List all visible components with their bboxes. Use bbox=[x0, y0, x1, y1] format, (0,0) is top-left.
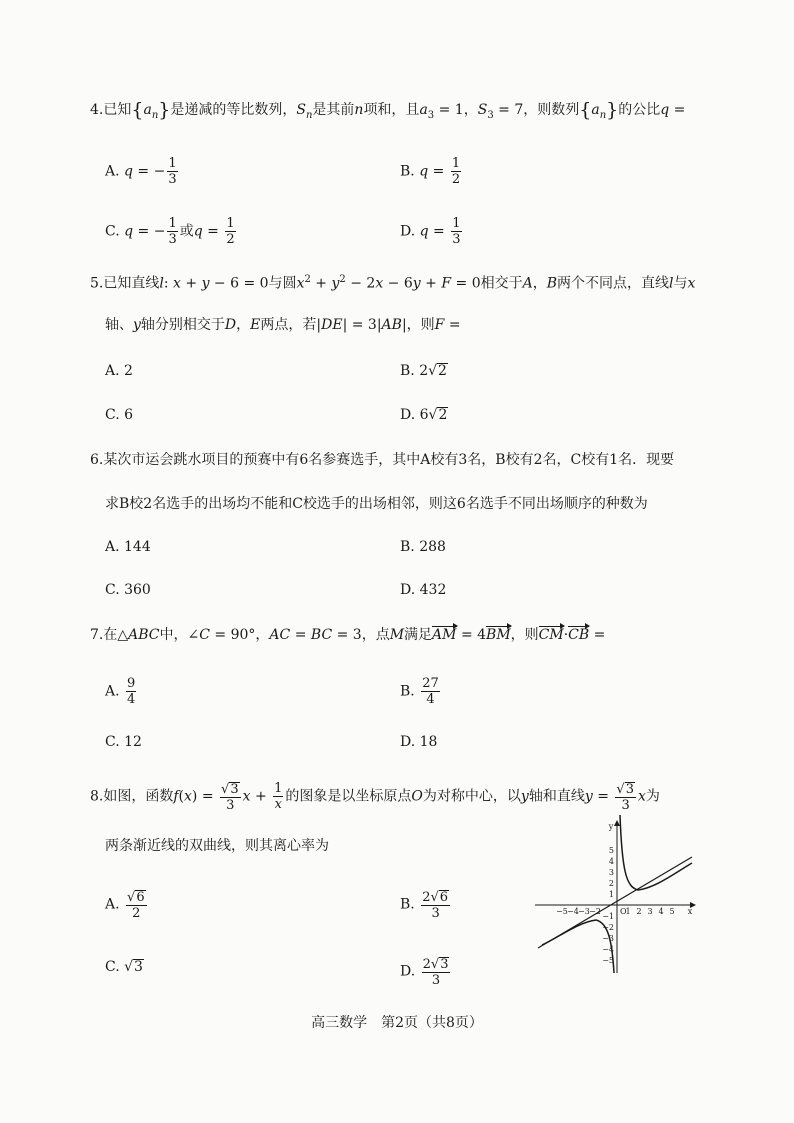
x-tick-label: 3 bbox=[647, 907, 653, 916]
q8-option-d: D. $\frac{2√3}{3}$ bbox=[400, 957, 449, 988]
q4-option-d: D. q = $\frac{1}{3}$ bbox=[400, 216, 461, 247]
question-8-line1: 8.如图，函数f(x) = $\frac{√3}{3}$ x + $\frac{1}{x}$ 的图象是以坐标原点O为对称中心，以y轴和直线y = $\frac{√3}{3}$ x为 bbox=[90, 781, 660, 813]
q5-option-a: A. 2 bbox=[105, 363, 133, 379]
page-footer: 高三数学 第2页（共8页） bbox=[311, 1015, 483, 1031]
question-4: 4.已知$\{a_n\}$是递减的等比数列，$S_n$是其前n项和，且$a_3 = 1$，$S_3 = 7$，则数列$\{a_n\}$的公比q = bbox=[90, 99, 686, 121]
q4-option-a: A. q = − $\frac{1}{3}$ bbox=[105, 156, 177, 187]
x-tick-label: 4 bbox=[658, 907, 664, 916]
x-tick-label: 5 bbox=[669, 907, 675, 916]
y-tick-label: 1 bbox=[608, 890, 614, 899]
q6-option-c: C. 360 bbox=[105, 582, 151, 598]
question-7: 7.在△ABC中，∠C = 90°，AC = BC = 3，点M满足AM = 4BM，则CM·CB = bbox=[90, 627, 606, 643]
x-axis-label: x bbox=[687, 907, 693, 916]
x-tick-label: −4 bbox=[567, 907, 579, 916]
y-tick-label: −5 bbox=[602, 956, 614, 965]
question-6-line1: 6.某次市运会跳水项目的预赛中有6名参赛选手，其中A校有3名，B校有2名，C校有1名．现要 bbox=[90, 452, 675, 468]
y-tick-label: −4 bbox=[602, 945, 614, 954]
q5-option-d: D. 6√2 bbox=[400, 407, 448, 423]
question-5-line1: 5.已知直线l: x + y − 6 = 0与圆$x^2 + y^2 - 2x - 6y + F = 0$相交于A，B两个不同点，直线l与x bbox=[90, 274, 696, 292]
q5-option-b: B. 2√2 bbox=[400, 363, 447, 379]
q6-option-b: B. 288 bbox=[400, 539, 446, 555]
q8-option-a: A. $\frac{√6}{2}$ bbox=[105, 890, 145, 921]
y-tick-label: 4 bbox=[608, 857, 614, 866]
origin-label: O bbox=[620, 907, 627, 916]
y-axis-label: y bbox=[608, 822, 614, 831]
x-tick-label: −2 bbox=[589, 907, 601, 916]
q8-option-c: C. √3 bbox=[105, 959, 143, 975]
q8-option-b: B. $\frac{2√6}{3}$ bbox=[400, 890, 449, 921]
q4-option-b: B. q = $\frac{1}{2}$ bbox=[400, 156, 461, 187]
y-tick-label: −1 bbox=[602, 912, 614, 921]
y-tick-label: 2 bbox=[608, 879, 614, 888]
q7-option-a: A. $\frac{9}{4}$ bbox=[105, 676, 136, 707]
y-tick-label: 5 bbox=[608, 846, 614, 855]
q7-option-d: D. 18 bbox=[400, 734, 438, 750]
q6-option-d: D. 432 bbox=[400, 582, 447, 598]
question-6-line2: 求B校2名选手的出场均不能和C校选手的出场相邻，则这6名选手不同出场顺序的种数为 bbox=[105, 496, 648, 512]
question-5-line2: 轴、y轴分别相交于D，E两点，若|DE| = 3|AB|，则F = bbox=[105, 317, 461, 333]
x-tick-label: −5 bbox=[556, 907, 568, 916]
function-graph bbox=[530, 815, 705, 975]
q4-option-c: C. q = − $\frac{1}{3}$ 或q = $\frac{1}{2}$ bbox=[105, 216, 235, 247]
q5-option-c: C. 6 bbox=[105, 407, 134, 423]
q7-option-b: B. $\frac{27}{4}$ bbox=[400, 676, 439, 707]
q6-option-a: A. 144 bbox=[105, 539, 151, 555]
y-tick-label: −2 bbox=[602, 923, 614, 932]
y-tick-label: −3 bbox=[602, 934, 614, 943]
question-8-line2: 两条渐近线的双曲线，则其离心率为 bbox=[105, 838, 329, 854]
x-tick-label: 2 bbox=[636, 907, 642, 916]
y-tick-label: 3 bbox=[608, 868, 614, 877]
x-tick-label: −3 bbox=[578, 907, 590, 916]
x-tick-label: 1 bbox=[625, 907, 631, 916]
q7-option-c: C. 12 bbox=[105, 734, 142, 750]
